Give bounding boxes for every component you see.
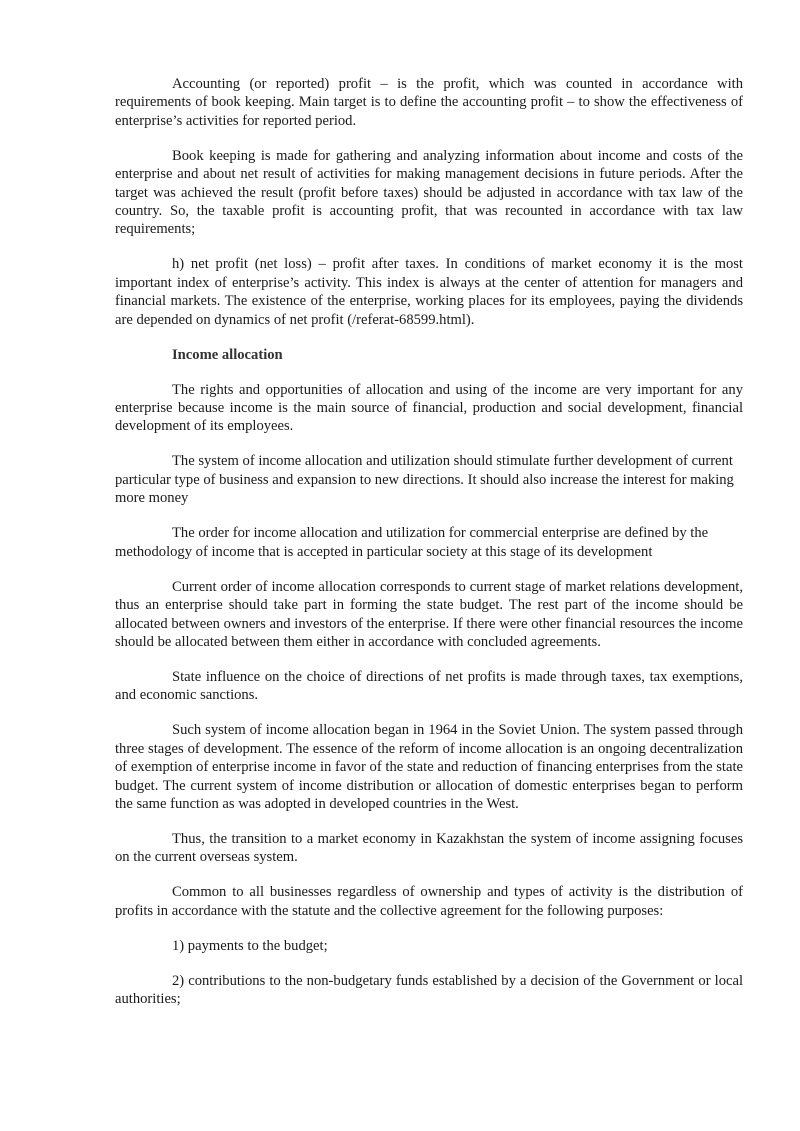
paragraph-system-stimulate: The system of income allocation and utilization should stimulate further development of current particular type of business and expansion to new directions. It should also increase the interest for making more money bbox=[115, 453, 734, 507]
paragraph-net-profit: h) net profit (net loss) – profit after taxes. In conditions of market economy it is the most important index of enterprise’s activity. This index is always at the center of attention for managers and financial markets. The existence of the enterprise, working places for its employees, paying the dividends are depended on dynamics of net profit (/referat-68599.html). bbox=[115, 256, 743, 328]
paragraph-order-methodology: The order for income allocation and utilization for commercial enterprise are defined by the methodology of income that is accepted in particular society at this stage of its development bbox=[115, 525, 709, 560]
paragraph-book-keeping: Book keeping is made for gathering and analyzing information about income and costs of the enterprise and about net result of activities for making management decisions in future periods. After the target was achieved the result (profit before taxes) should be adjusted in accordance with tax law of the country. So, the taxable profit is accounting profit, that was recounted in accordance with tax law requirements; bbox=[115, 147, 743, 238]
section-heading-income-allocation: Income allocation bbox=[172, 346, 283, 363]
paragraph-common-purposes: Common to all businesses regardless of ownership and types of activity is the distribution of profits in accordance with the statute and the collective agreement for the following purposes: bbox=[115, 884, 743, 919]
paragraph-rights-opportunities: The rights and opportunities of allocation and using of the income are very important for any enterprise because income is the main source of financial, production and social development, financial development of its employees. bbox=[115, 381, 743, 435]
list-item-contributions: 2) contributions to the non-budgetary funds established by a decision of the Government or local authorities; bbox=[115, 972, 743, 1008]
paragraph-current-order: Current order of income allocation corresponds to current stage of market relations development, thus an enterprise should take part in forming the state budget. The rest part of the income should be allocated between owners and investors of the enterprise. If there were other financial resources the income should be allocated between them either in accordance with concluded agreements. bbox=[115, 578, 743, 650]
document-page bbox=[115, 75, 743, 1025]
list-item-payments-budget: 1) payments to the budget; bbox=[172, 937, 328, 954]
paragraph-state-influence: State influence on the choice of directions of net profits is made through taxes, tax exemptions, and economic sanctions. bbox=[115, 668, 743, 704]
paragraph-kazakhstan: Thus, the transition to a market economy in Kazakhstan the system of income assigning focuses on the current overseas system. bbox=[115, 830, 743, 866]
paragraph-soviet-union: Such system of income allocation began in 1964 in the Soviet Union. The system passed through three stages of development. The essence of the reform of income allocation is an ongoing decentralization of exemption of enterprise income in favor of the state and reduction of financing enterprises from the state budget. The current system of income distribution or allocation of domestic enterprises began to perform the same function as was adopted in developed countries in the West. bbox=[115, 722, 743, 812]
paragraph-accounting-profit: Accounting (or reported) profit – is the profit, which was counted in accordance with requirements of book keeping. Main target is to define the accounting profit – to show the effectiveness of enterprise’s activities for reported period. bbox=[115, 76, 743, 129]
